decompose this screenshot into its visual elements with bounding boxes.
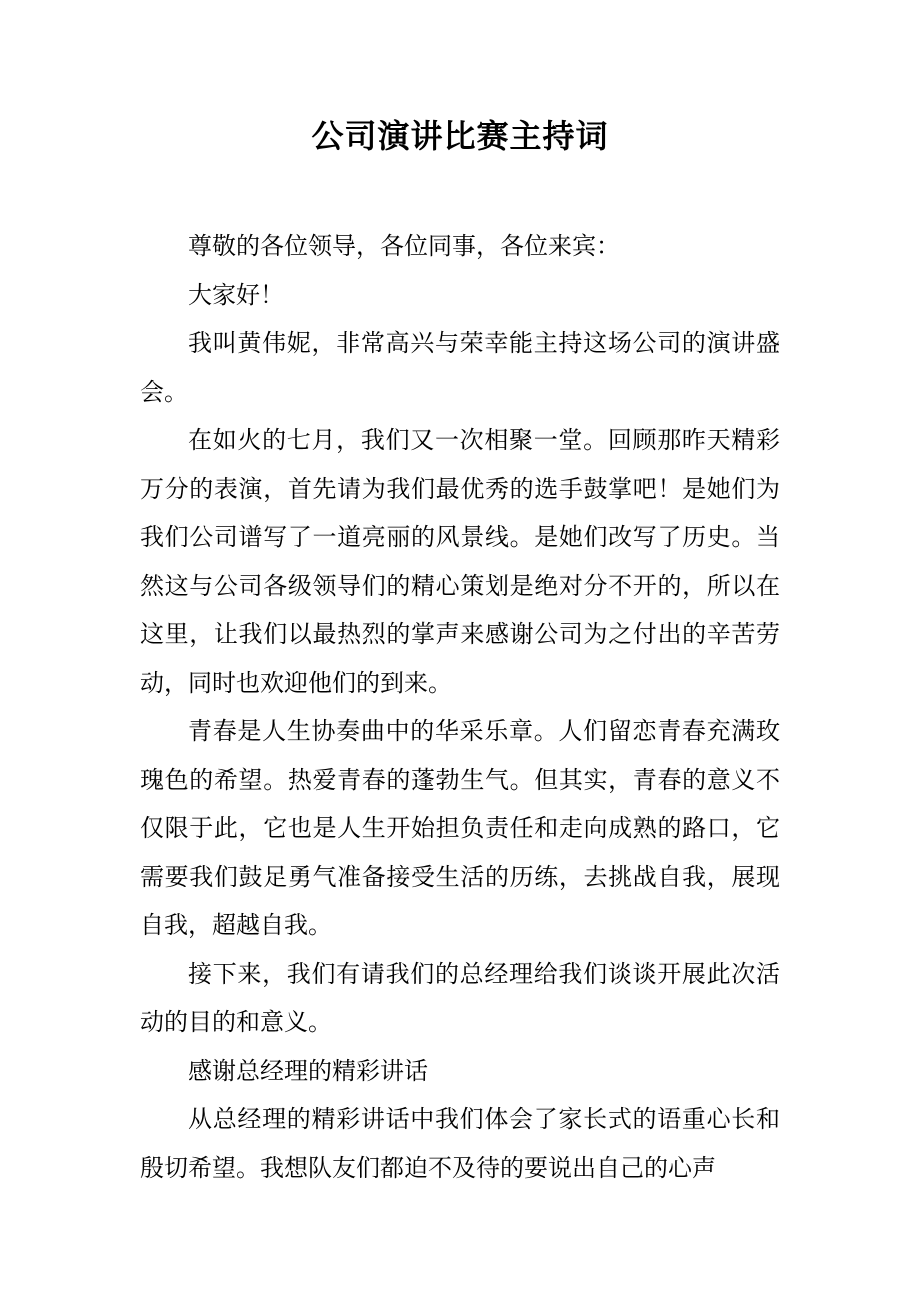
document-body bbox=[140, 222, 780, 1192]
paragraph-hello: 大家好！ bbox=[188, 280, 284, 309]
paragraph-invite-manager: 接下来，我们有请我们的总经理给我们谈谈开展此次活动的目的和意义。 bbox=[140, 959, 780, 1036]
paragraph-greeting: 尊敬的各位领导，各位同事，各位来宾： bbox=[188, 232, 620, 260]
paragraph-july-gathering: 在如火的七月，我们又一次相聚一堂。回顾那昨天精彩万分的表演，首先请为我们最优秀的选手鼓掌吧！是她们为我们公司谱写了一道亮丽的风景线。是她们改写了历史。当然这与公司各级领导们的精心策划是绝对分不开的，所以在这里，让我们以最热烈的掌声来感谢公司为之付出的辛苦劳动，同时也欢迎他们的到来。 bbox=[140, 426, 780, 697]
document-title: 公司演讲比赛主持词 bbox=[311, 117, 609, 155]
paragraph-youth: 青春是人生协奏曲中的华采乐章。人们留恋青春充满玫瑰色的希望。热爱青春的蓬勃生气。但其实，青春的意义不仅限于此，它也是人生开始担负责任和走向成熟的路口，它需要我们鼓足勇气准备接受生活的历练，去挑战自我，展现自我，超越自我。 bbox=[140, 717, 780, 939]
paragraph-manager-speech: 从总经理的精彩讲话中我们体会了家长式的语重心长和殷切希望。我想队友们都迫不及待的要说出自己的心声 bbox=[140, 1105, 780, 1182]
paragraph-thanks-manager: 感谢总经理的精彩讲话 bbox=[188, 1056, 428, 1085]
paragraph-introduction: 我叫黄伟妮，非常高兴与荣幸能主持这场公司的演讲盛会。 bbox=[140, 329, 780, 406]
